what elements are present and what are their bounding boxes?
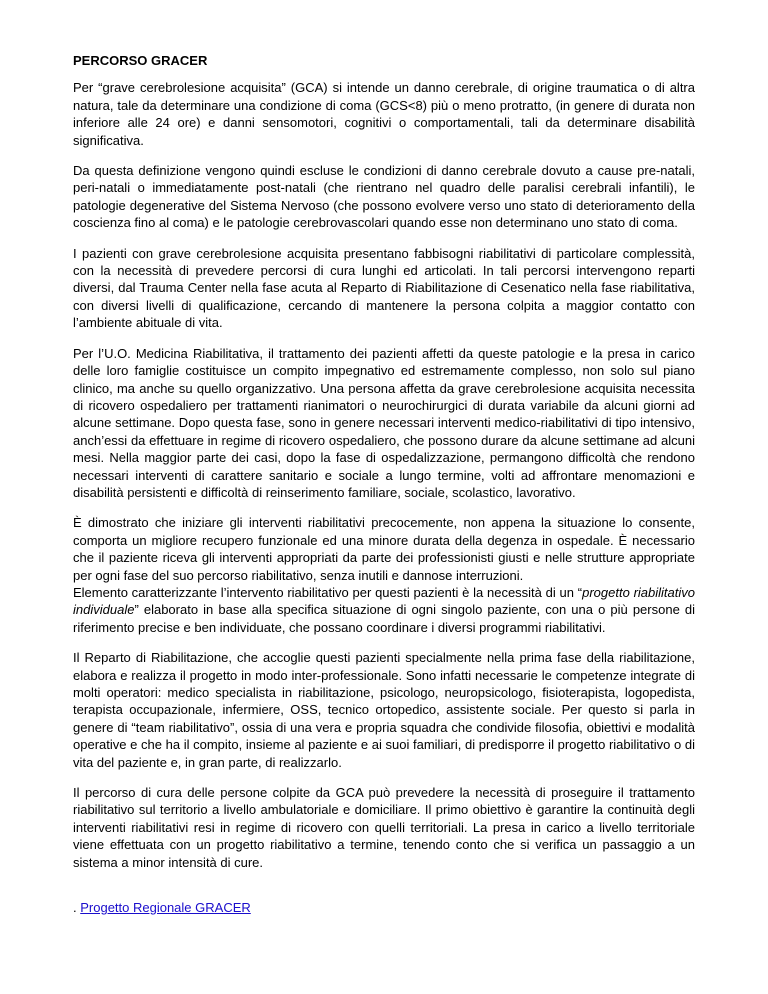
paragraph-territorial-care: Il percorso di cura delle persone colpite da GCA può prevedere la necessità di proseguire il trattamento riabilitativo sul territorio a livello ambulatoriale e domiciliare. Il primo obiettivo è garantire la continuità degli interventi riabilitativi resi in regime di ricovero con quelli territoriali. La presa in carico a livello territoriale viene effettuata con un progetto riabilitativo a termine, tenendo conto che si verifica un passaggio a un sistema a minor intensità di cure. [73,785,695,870]
paragraph-exclusions: Da questa definizione vengono quindi escluse le condizioni di danno cerebrale dovuto a cause pre-natali, peri-natali o immediatamente post-natali (che rientrano nel quadro delle paralisi cerebrali infantili), le patologie degenerative del Sistema Nervoso (che possono evolvere verso uno stato di deterioramento della coscienza fino al coma) e le patologie cerebrovascolari quando esse non determinano uno stato di coma. [73,163,695,231]
paragraph-definition: Per “grave cerebrolesione acquisita” (GCA) si intende un danno cerebrale, di origine traumatica o di altra natura, tale da determinare una condizione di coma (GCS<8) più o meno protratto, (in genere di durata non inferiore alle 24 ore) e danni sensomotori, cognitivi o comportamentali, tali da determinare disabilità significativa. [73,80,695,148]
paragraph-rehab-team: Il Reparto di Riabilitazione, che accoglie questi pazienti specialmente nella prima fase della riabilitazione, elabora e realizza il progetto in modo inter-professionale. Sono infatti necessarie le competenze integrate di molti operatori: medico specialista in riabilitazione, psicologo, neuropsicologo, fisioterapista, logopedista, terapista occupazionale, infermiere, OSS, tecnico ortopedico, assistente sociale. Per questo si parla in genere di “team riabilitativo”, ossia di una vera e propria squadra che condivide filosofia, obiettivi e modalità operative e che ha il compito, insieme al paziente e ai suoi familiari, di predisporre il progetto riabilitativo o di vita del paziente e, in gran parte, di realizzarlo. [73,650,695,770]
document-title: PERCORSO GRACER [73,53,208,68]
paragraph-needs: I pazienti con grave cerebrolesione acquisita presentano fabbisogni riabilitativi di particolare complessità, con la necessità di prevedere percorsi di cura lunghi ed articolati. In tali percorsi intervengono reparti diversi, dal Trauma Center nella fase acuta al Reparto di Riabilitazione di Cesenatico nella fase riabilitativa, con diversi livelli di qualificazione, cercando di mantenere la persona colpita a maggior contatto con l’ambiente abituale di vita. [73,245,695,331]
paragraph-early-intervention: È dimostrato che iniziare gli interventi riabilitativi precocemente, non appena la situazione lo consente, comporta un migliore recupero funzionale ed una minore durata della degenza in ospedale. È necessario che il paziente riceva gli interventi appropriati da parte dei professionisti giusti e nelle strutture appropriate per ogni fase del suo percorso riabilitativo, senza inutili e dannose interruzioni. [73,515,695,583]
individual-project-text-after: ” elaborato in base alla specifica situazione di ogni singolo paziente, con una o più persone di riferimento precise e ben individuate, che possano coordinare i diversi programmi riabilitativi. [73,602,695,635]
paragraph-medicine-unit: Per l’U.O. Medicina Riabilitativa, il trattamento dei pazienti affetti da queste patologie e la presa in carico delle loro famiglie costituisce un compito impegnativo ed estremamente complesso, non solo sul piano clinico, ma anche su quello organizzativo. Una persona affetta da grave cerebrolesione acquisita necessita di ricovero ospedaliero per trattamenti rianimatori o neurochirurgici di durata variabile da alcuni giorni ad alcune settimane. Dopo questa fase, sono in genere necessari interventi medico-riabilitativi di tipo intensivo, anch’essi da effettuare in regime di ricovero ospedaliero, che possono durare da alcune settimane ad alcuni mesi. Nella maggior parte dei casi, dopo la fase di ospedalizzazione, permangono difficoltà che rendono necessari interventi di carattere sanitario e sociale a lungo termine, volti ad affrontare menomazioni e disabilità persistenti e difficoltà di reinserimento familiare, sociale, scolastico, lavorativo. [73,345,695,500]
document-body [73,52,695,916]
regional-project-link[interactable]: Progetto Regionale GRACER [80,900,251,916]
individual-project-text-before: Elemento caratterizzante l’intervento riabilitativo per questi pazienti è la necessità di un “ [73,584,583,600]
link-prefix: . [73,900,81,916]
paragraph-individual-project [73,584,695,636]
individual-project-italic: progetto riabilitativo individuale [73,584,695,618]
regional-project-line [73,899,695,916]
